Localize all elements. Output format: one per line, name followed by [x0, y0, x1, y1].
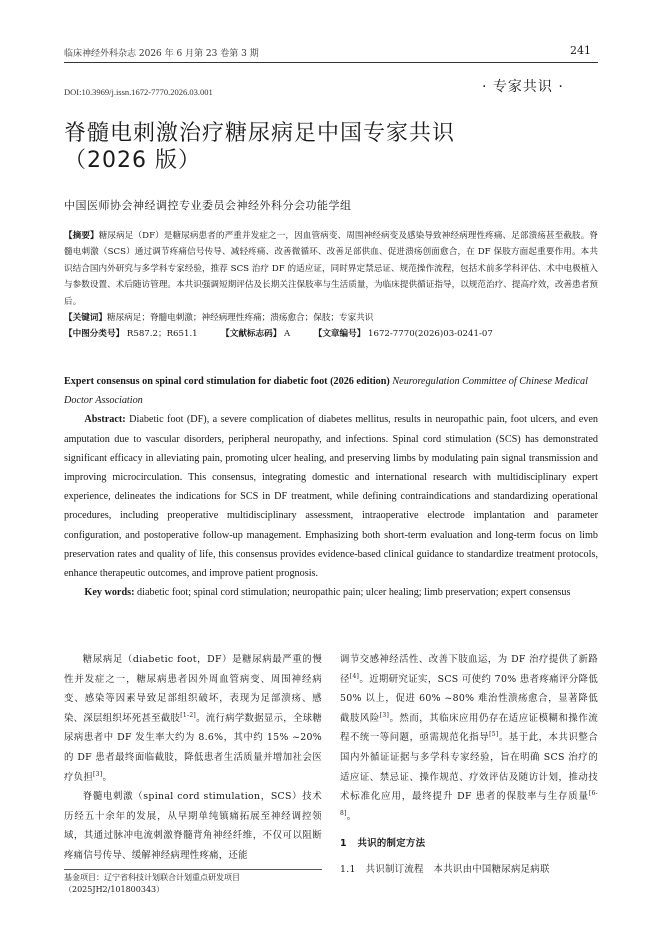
keywords-cn-text: 糖尿病足；脊髓电刺激；神经病理性疼痛；溃疡愈合；保肢；专家共识	[106, 313, 374, 324]
abstract-cn-label: 【摘要】	[64, 231, 99, 241]
doc-label: 【文献标志码】	[221, 329, 282, 340]
citation: [1-2]	[180, 711, 197, 719]
english-abstract-label: Abstract:	[84, 414, 126, 426]
keywords-cn	[64, 310, 598, 326]
article-label: 【文章编号】	[313, 329, 366, 340]
page-title	[64, 120, 455, 174]
english-group: Neuroregulation Committee of Chinese Medical Doctor Association	[64, 376, 588, 407]
keywords-cn-label: 【关键词】	[64, 313, 107, 324]
abstract-cn-text: 糖尿病足（DF）是糖尿病患者的严重并发症之一，因血管病变、周围神经病变及感染导致神经病理性疼痛、足部溃疡甚至截肢。脊髓电刺激（SCS）通过调节疼痛信号传导、减轻疼痛、改善微循环、改善足部供血、促进溃疡创面愈合，在 DF 保肢方面起重要作用。本共识结合国内外研究与多学科专家经验，推荐 SCS 治疗 DF 的适应证，同时界定禁忌证、规范操作流程，包括术前多学科评估、术中电极植入与参数设置、术后随访管理。本共识强调短期评估及长期关注保肢率与生活质量，为临床提供循证指导，以规范治疗、提高疗效，改善患者预后。	[64, 231, 598, 307]
citation: [3]	[379, 711, 390, 719]
clc-value: R587.2；R651.1	[126, 329, 198, 340]
journal-header: 临床神经外科杂志 2026 年 6 月第 23 卷第 3 期	[64, 49, 259, 59]
classification-line	[64, 326, 598, 342]
section-heading-1-1: 1.1 共识制订流程 本共识由中国糖尿病足病联	[340, 863, 550, 875]
english-keywords-text: diabetic foot; spinal cord stimulation; neuropathic pain; ulcer healing; limb preservation; expert consensus	[137, 587, 571, 599]
body-paragraph-2: 脊髓电刺激（spinal cord stimulation，SCS）技术历经五十余年的发展，从早期单纯镇痛拓展至神经调控领域，其通过脉冲电流刺激脊髓背角神经纤维，不仅可以阻断疼痛信号传导、缓解神经病理性疼痛，还能	[64, 791, 322, 861]
citation: [3]	[93, 770, 103, 778]
abstract-cn	[64, 228, 598, 343]
english-abstract	[64, 372, 598, 602]
column-label: · 专家共识 ·	[482, 79, 564, 95]
section-heading-1: 1 共识的制定方法	[340, 838, 426, 850]
article-value: 1672-7770(2026)03-0241-07	[368, 329, 493, 340]
title-line-1: 脊髓电刺激治疗糖尿病足中国专家共识	[64, 121, 456, 146]
english-keywords-label: Key words:	[84, 587, 135, 599]
citation: [5]	[489, 731, 499, 739]
citation: [6-8]	[340, 790, 598, 817]
body-left-column	[64, 650, 322, 866]
footnote: 基金项目：辽宁省科技计划联合计划重点研发项目（2025JH2/101800343）	[64, 873, 240, 894]
english-abstract-text: Diabetic foot (DF), a severe complication of diabetes mellitus, results in neuropathic pain, foot ulcers, and even amputation due to vascular disorders, peripheral neuropathy, and infections. Spinal cord stimulation (SCS) has demonstrated significant efficacy in alleviating pain, promoting ulcer healing, and preserving limbs by modulating pain signal transmission and improving microcirculation. This consensus, integrating domestic and international research with multidisciplinary expert experience, delineates the indications for SCS in DF treatment, while defining contraindications and standardizing operational procedures, including preoperative multidisciplinary assessment, intraoperative electrode implantation and parameter configuration, and postoperative follow-up management. Emphasizing both short-term evaluation and long-term focus on limb preservation rates and quality of life, this consensus provides evidence-based clinical guidance to standardize treatment protocols, enhance therapeutic outcomes, and improve patient prognosis.	[64, 414, 598, 580]
clc-label: 【中图分类号】	[64, 329, 125, 340]
citation: [4]	[349, 672, 360, 680]
title-line-2: （2026 版）	[64, 148, 201, 173]
body-paragraph-right: 调节交感神经活性、改善下肢血运，为 DF 治疗提供了新路径[4]。近期研究证实，SCS 可使约 70% 患者疼痛评分降低 50% 以上，促进 60% ~80% 难治性溃疡愈合，显著降低截肢风险[3]。然而，其临床应用仍存在适应证模糊和操作流程不统一等问题，亟需规范化指导[5]。基于此，本共识整合国内外循证证据与多学科专家经验，旨在明确 SCS 治疗的适应证、禁忌证、操作规范、疗效评估及随访计划，推动技术标准化应用，最终提升 DF 患者的保肢率与生存质量[6-8]。	[340, 654, 598, 822]
english-title-block	[64, 372, 598, 410]
body-right-column	[340, 650, 598, 880]
doi: DOI:10.3969/j.issn.1672-7770.2026.03.001	[64, 87, 213, 97]
page-number: 241	[570, 44, 591, 57]
body-paragraph-1: 糖尿病足（diabetic foot，DF）是糖尿病最严重的慢性并发症之一，糖尿病患者因外周血管病变、周围神经病变、感染等因素导致足部组织破坏，表现为足部溃疡、感染、深层组织坏死甚至截肢[1-2]。流行病学数据显示，全球糖尿病患者中 DF 发生率大约为 8.6%，其中约 15% ~20% 的 DF 患者最终面临截肢，降低患者生活质量并增加社会医疗负担[3]。	[64, 654, 322, 783]
header-rule	[64, 62, 598, 63]
authors: 中国医师协会神经调控专业委员会神经外科分会功能学组	[64, 199, 352, 212]
english-title: Expert consensus on spinal cord stimulation for diabetic foot (2026 edition)	[64, 376, 390, 387]
doc-value: A	[284, 329, 291, 340]
footnote-rule	[64, 869, 322, 870]
